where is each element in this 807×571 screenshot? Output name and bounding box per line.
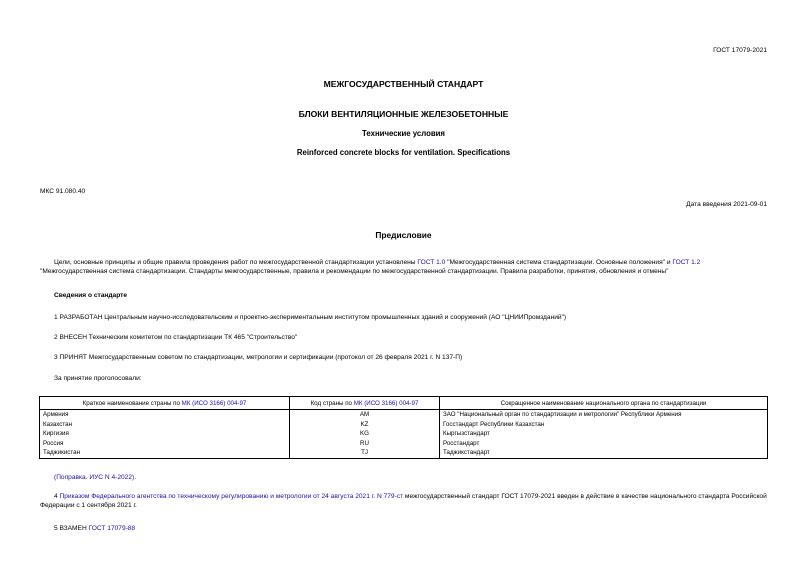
header-country-name	[40, 397, 290, 410]
code-cell: AM	[290, 410, 440, 420]
item-replaces	[54, 524, 135, 533]
standard-info-heading: Сведения о стандарте	[54, 292, 128, 299]
table-row	[40, 439, 768, 449]
gost-17079-88-link[interactable]: ГОСТ 17079-88	[88, 525, 136, 532]
country-cell: Казахстан	[40, 420, 290, 430]
code-cell: RU	[290, 439, 440, 449]
preface-text: "Межгосударственная система стандартизации. Стандарты межгосударственные, правила и рекомендации по межгосударственной стандартизации. Правила разработки, принятия, обновления и отмены"	[40, 268, 669, 275]
gost-1-2-link[interactable]: ГОСТ 1.2	[672, 259, 701, 266]
code-cell: KG	[290, 429, 440, 439]
mks-code: МКС 91.080.40	[40, 188, 86, 195]
preface-text: "Межгосударственная система стандартизации. Основные положения" и	[445, 259, 673, 266]
header-country-code	[290, 397, 440, 410]
item-submitted-by: 2 ВНЕСЕН Техническим комитетом по стандартизации ТК 465 "Строительство"	[54, 334, 298, 341]
item-adopted-by: 3 ПРИНЯТ Межгосударственным советом по стандартизации, метрологии и сертификации (протокол от 26 февраля 2021 г. N 137-П)	[54, 354, 463, 361]
preface-heading: Предисловие	[375, 230, 432, 240]
header-text: Краткое наименование страны по	[82, 399, 182, 407]
preface-text: Цели, основные принципы и общие правила проведения работ по межгосударственной стандартизации установлены	[54, 259, 418, 266]
code-cell: TJ	[290, 448, 440, 458]
english-title: Reinforced concrete blocks for ventilation. Specifications	[296, 148, 511, 157]
item-developed-by: 1 РАЗРАБОТАН Центральным научно-исследовательским и проектно-экспериментальным институтом промышленных зданий и сооружений (АО "ЦНИИПромзданий")	[54, 314, 567, 321]
preface-paragraph	[40, 258, 768, 276]
mk-iso-link[interactable]: МК (ИСО 3166) 004-97	[353, 399, 419, 407]
introduction-date: Дата введения 2021-09-01	[686, 201, 767, 208]
table-row	[40, 420, 768, 430]
item4-text: межгосударственный стандарт ГОСТ 17079-2021 введен в действие в качестве национального стандарта Российской Федерации с 1 сентября 2021 г.	[40, 493, 767, 509]
standards-body-cell: Кыргызстандарт	[440, 429, 768, 439]
document-title: БЛОКИ ВЕНТИЛЯЦИОННЫЕ ЖЕЛЕЗОБЕТОННЫЕ	[298, 109, 509, 119]
table-row	[40, 429, 768, 439]
country-cell: Армения	[40, 410, 290, 420]
header-text: Код страны по	[310, 399, 354, 407]
voting-countries-table	[39, 396, 768, 459]
item-approved-by-order	[40, 492, 768, 510]
country-cell: Россия	[40, 439, 290, 449]
standards-body-cell: Таджикстандарт	[440, 448, 768, 458]
table-header-row	[40, 397, 768, 410]
voted-for-label: За принятие проголосовали:	[54, 375, 142, 382]
item5-text: 5 ВЗАМЕН	[54, 525, 89, 532]
standards-body-cell: ЗАО "Национальный орган по стандартизации и метрологии" Республики Армения	[440, 410, 768, 420]
document-number: ГОСТ 17079-2021	[713, 47, 767, 54]
amendment-link[interactable]: (Поправка. ИУС N 4-2022)	[54, 474, 135, 481]
standard-type-heading: МЕЖГОСУДАРСТВЕННЫЙ СТАНДАРТ	[323, 79, 484, 89]
country-cell: Киргизия	[40, 429, 290, 439]
standards-body-cell: Росстандарт	[440, 439, 768, 449]
mk-iso-link[interactable]: МК (ИСО 3166) 004-97	[181, 399, 247, 407]
item4-number: 4	[54, 493, 60, 500]
code-cell: KZ	[290, 420, 440, 430]
table-row	[40, 410, 768, 420]
amendment-dot: .	[134, 474, 137, 481]
country-cell: Таджикистан	[40, 448, 290, 458]
table-row	[40, 448, 768, 458]
order-link[interactable]: Приказом Федерального агентства по техническому регулированию и метрологии от 24 августа 2021 г. N 779-ст	[59, 493, 404, 500]
gost-1-0-link[interactable]: ГОСТ 1.0	[417, 259, 446, 266]
header-standards-body: Сокращенное наименование национального органа по стандартизации	[440, 397, 768, 410]
document-subtitle: Технические условия	[362, 129, 445, 138]
standards-body-cell: Госстандарт Республики Казахстан	[440, 420, 768, 430]
amendment-note	[54, 473, 136, 482]
